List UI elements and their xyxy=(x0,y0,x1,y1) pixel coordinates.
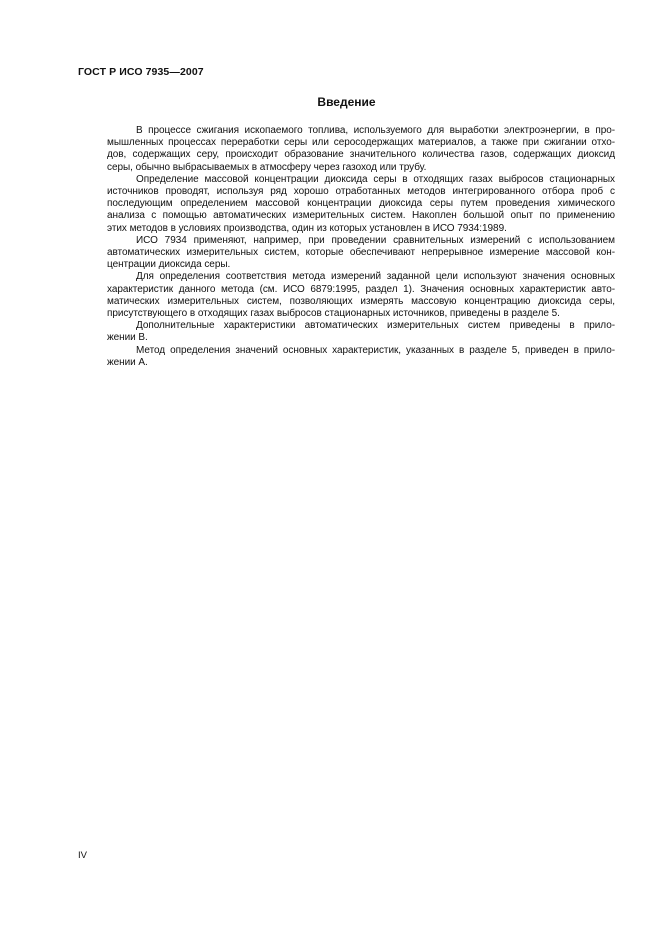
paragraph-2 xyxy=(78,174,615,235)
paragraph-line: В процессе сжигания ископаемого топлива, используемого для выработки электроэнергии, в про- xyxy=(136,125,615,136)
paragraph-line: матических измерительных систем, позволяющих измерять массовую концентрацию диоксида серы, xyxy=(107,295,615,307)
paragraph-line: анализа с помощью автоматических измерительных систем. Накоплен большой опыт по применению xyxy=(107,210,615,222)
paragraph-line: ИСО 7934 применяют, например, при проведении сравнительных измерений с использованием xyxy=(136,234,615,246)
paragraph-5 xyxy=(78,320,615,344)
standard-code-header: ГОСТ Р ИСО 7935—2007 xyxy=(78,66,204,78)
paragraph-line: источников проводят, используя ряд хорошо отработанных методов интегрированного отбора проб с xyxy=(107,186,615,198)
paragraph-line: Метод определения значений основных характеристик, указанных в разделе 5, приведен в прило- xyxy=(136,344,615,356)
paragraph-line: присутствующего в отходящих газах выбросов стационарных источников, приведены в разделе 5. xyxy=(107,308,560,320)
paragraph-line: автоматических измерительных систем, которые обеспечивают непрерывное измерение массовой кон- xyxy=(107,247,615,259)
paragraph-line: Дополнительные характеристики автоматических измерительных систем приведены в прило- xyxy=(136,320,615,332)
paragraph-1 xyxy=(78,125,615,174)
paragraph-line: этих методов в условиях производства, один из которых установлен в ИСО 7934:1989. xyxy=(107,222,507,234)
paragraph-line: дов, содержащих серу, происходит образование значительного количества газов, содержащих диоксид xyxy=(107,149,615,161)
paragraph-line: жении В. xyxy=(107,332,148,344)
paragraph-3 xyxy=(78,235,615,272)
paragraph-line: последующим определением массовой концентрации диоксида серы путем проведения химического xyxy=(107,198,615,210)
paragraph-line: мышленных процессах переработки серы или серосодержащих материалов, а также при сжигании отхо- xyxy=(107,137,615,149)
paragraph-line: серы, обычно выбрасываемых в атмосферу через газоход или трубу. xyxy=(107,161,427,173)
section-title: Введение xyxy=(317,95,376,109)
paragraph-line: Для определения соответствия метода измерений заданной цели используют значения основных xyxy=(136,271,615,283)
paragraph-line: характеристик данного метода (см. ИСО 6879:1995, раздел 1). Значения основных характеристик авто- xyxy=(107,283,615,295)
paragraph-line: Определение массовой концентрации диоксида серы в отходящих газах выбросов стационарных xyxy=(136,173,615,185)
paragraph-line: жении А. xyxy=(107,356,148,368)
paragraph-6 xyxy=(78,345,615,369)
introduction-body xyxy=(78,125,615,369)
paragraph-line: центрации диоксида серы. xyxy=(107,259,231,271)
paragraph-4 xyxy=(78,271,615,320)
page-number: IV xyxy=(78,850,87,861)
